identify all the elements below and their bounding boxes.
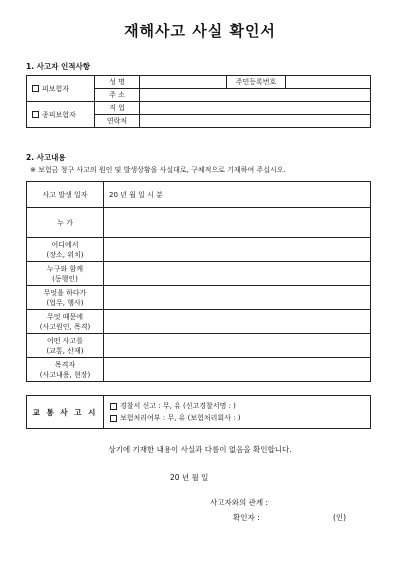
section2-heading: 2. 사고내용 [26,153,66,162]
traffic-accident-label: 교 통 사 고 시 [27,396,104,429]
police-report-text: 경찰서 신고 : 무, 유 (신고경찰서명 : ) [120,402,236,410]
name-field[interactable] [140,76,227,89]
date-line[interactable]: 20 년 월 일 [170,473,209,482]
row-header: 사고 발생 일자 [27,182,104,208]
confirmer-field[interactable]: 확인자 : [233,513,260,522]
row-value[interactable] [104,286,371,310]
seal-mark: (인) [333,513,347,522]
section1-heading: 1. 사고자 인적사항 [26,62,91,71]
contact-label: 연락처 [95,115,140,128]
contact-field[interactable] [140,115,371,128]
row-value[interactable] [104,238,371,262]
job-field[interactable] [140,102,371,115]
row-value[interactable] [104,208,371,238]
insured-label: 피보험자 [27,76,95,102]
co-insured-label: 종피보험자 [27,102,95,128]
traffic-accident-table [26,395,371,429]
address-field[interactable] [140,89,371,102]
traffic-options [104,396,371,429]
row-header: 무엇 때문에 (사고원인, 목격) [27,310,104,334]
job-label: 직 업 [95,102,140,115]
row-header: 누구와 함께 (동행인) [27,262,104,286]
row-header: 어떤 사고를 (교통, 산재) [27,334,104,358]
row-value[interactable] [104,262,371,286]
row-header: 어디에서 (장소, 위치) [27,238,104,262]
personal-info-table [26,75,371,128]
row-value[interactable] [104,358,371,382]
insurance-claim-text: 보험처리여부 : 무, 유 (보험처리회사 : ) [120,414,241,422]
address-label: 주 소 [95,89,140,102]
row-header: 목격자 (사고내용, 현장) [27,358,104,382]
resident-no-label: 주민등록번호 [227,76,286,89]
resident-no-field[interactable] [286,76,371,89]
row-value[interactable] [104,334,371,358]
name-label: 성 명 [95,76,140,89]
instruction-note: ※ 보험금 청구 사고의 원인 및 발생상황을 사실대로, 구체적으로 기재하여 주십시오. [30,166,286,174]
accident-details-table [26,181,371,382]
insurance-claim-checkbox[interactable] [110,415,117,422]
insured-checkbox[interactable] [32,85,39,92]
confirmation-statement: 상기에 기재한 내용이 사실과 다름이 없음을 확인합니다. [108,445,292,454]
police-report-checkbox[interactable] [110,403,117,410]
row-header: 누 가 [27,208,104,238]
row-header: 무엇을 하다가 (업무, 행사) [27,286,104,310]
row-value[interactable]: 20 년 월 일 시 분 [104,182,371,208]
co-insured-checkbox[interactable] [32,111,39,118]
row-value[interactable] [104,310,371,334]
document-title: 재해사고 사실 확인서 [124,22,276,40]
relation-field[interactable]: 사고자와의 관계 : [210,498,269,507]
